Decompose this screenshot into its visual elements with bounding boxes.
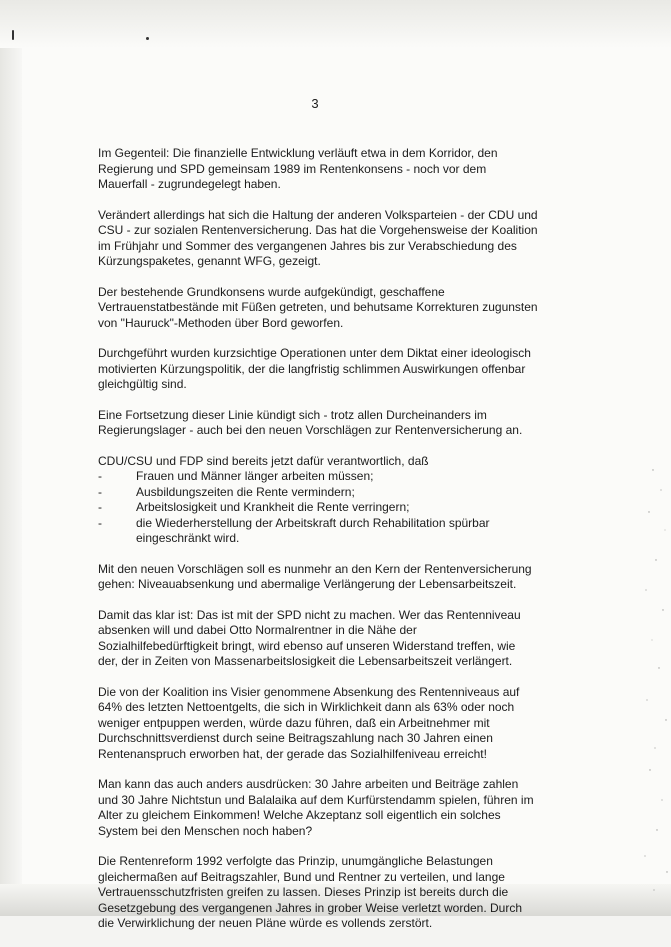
list-intro: CDU/CSU und FDP sind bereits jetzt dafür verantwortlich, daß bbox=[98, 453, 429, 468]
list-item bbox=[98, 485, 538, 501]
paragraph-5: Eine Fortsetzung dieser Linie kündigt sich - trotz allen Durcheinanders im Regierungslager - auch bei den neuen Vorschlägen zur Rentenversicherung an. bbox=[98, 407, 523, 437]
paragraph-6: Mit den neuen Vorschlägen soll es nunmehr an den Kern der Rentenversicherung gehen: Niveauabsenkung und abermalige Verlängerung der Lebensarbeitszeit. bbox=[98, 561, 532, 591]
list-item-text: Arbeitslosigkeit und Krankheit die Rente verringern; bbox=[136, 500, 410, 514]
list-item bbox=[98, 516, 538, 547]
page-number: 3 bbox=[311, 96, 319, 111]
paragraph-7: Damit das klar ist: Das ist mit der SPD nicht zu machen. Wer das Rentenniveau absenken will und dabei Otto Normalrentner in die Nähe der Sozialhilfebedürftigkeit bringt, wird ebenso auf unseren Widerstand treffen, wie der, der in Zeiten von Massenarbeitslosigkeit die Lebensarbeitszeit verlängert. bbox=[98, 607, 521, 668]
scan-right-edge-noise bbox=[641, 0, 671, 916]
document-body bbox=[98, 146, 538, 947]
paragraph-1: Im Gegenteil: Die finanzielle Entwicklung verläuft etwa in dem Korridor, den Regierung und SPD gemeinsam 1989 im Rentenkonsens - noch vor dem Mauerfall - zugrundegelegt haben. bbox=[98, 146, 498, 191]
paragraph-4: Durchgeführt wurden kurzsichtige Operationen unter dem Diktat einer ideologisch motivierten Kürzungspolitik, der die langfristig schlimmen Auswirkungen offenbar gleichgültig sind. bbox=[98, 346, 531, 391]
list-item bbox=[98, 469, 538, 485]
paragraph-9: Man kann das auch anders ausdrücken: 30 Jahre arbeiten und Beiträge zahlen und 30 Jahre Nichtstun und Balalaika auf dem Kurfürstendamm spielen, führen im Alter zu gleichem Einkommen! Welche Akzeptanz soll eigentlich ein solches System bei den Menschen noch haben? bbox=[98, 777, 534, 838]
list-block bbox=[98, 454, 538, 547]
paragraph-8: Die von der Koalition ins Visier genommene Absenkung des Rentenniveaus auf 64% des letzten Nettoentgelts, die sich in Wirklichkeit dann als 63% oder noch weniger entpuppen werden, würde dazu führen, daß ein Arbeitnehmer mit Durchschnittsverdienst durch seine Beitragszahlung nach 30 Jahren einen Rentenanspruch erworben hat, der gerade das Sozialhilfeniveau erreicht! bbox=[98, 684, 520, 761]
dash-marker: - bbox=[98, 515, 102, 530]
scan-speck bbox=[146, 37, 149, 40]
list-spacer bbox=[98, 547, 538, 562]
bullet-list bbox=[98, 469, 538, 547]
list-item-text: Frauen und Männer länger arbeiten müssen; bbox=[136, 469, 374, 483]
dash-marker: - bbox=[98, 469, 102, 483]
paragraph-10: Die Rentenreform 1992 verfolgte das Prinzip, unumgängliche Belastungen gleichermaßen auf Beitragszahler, Bund und Rentner zu verteilen, und lange Vertrauensschutzfristen greifen zu lassen. Dieses Prinzip ist bereits durch die Gesetzgebung des vergangenen Jahres in grober Weise verletzt worden. Durch die Verwirklichung der neuen Pläne würde es vollends zerstört. bbox=[98, 854, 523, 930]
scan-left-edge bbox=[0, 0, 22, 916]
list-item-text: die Wiederherstellung der Arbeitskraft durch Rehabilitation spürbar eingeschränkt wird. bbox=[136, 515, 490, 545]
list-item-text: Ausbildungszeiten die Rente vermindern; bbox=[136, 484, 355, 499]
paragraph-3: Der bestehende Grundkonsens wurde aufgekündigt, geschaffene Vertrauenstatbestände mit Füßen getreten, und behutsame Korrekturen zugunsten von "Hauruck"-Methoden über Bord geworfen. bbox=[98, 284, 538, 330]
list-item bbox=[98, 500, 538, 516]
dash-marker: - bbox=[98, 500, 102, 514]
scan-top-edge bbox=[0, 0, 671, 48]
dash-marker: - bbox=[98, 484, 102, 499]
paragraph-2: Verändert allerdings hat sich die Haltung der anderen Volksparteien - der CDU und CSU - zur sozialen Rentenversicherung. Das hat die Vorgehensweise der Koalition im Frühjahr und Sommer des vergangenen Jahres bis zur Verabschiedung des Kürzungspaketes, genannt WFG, gezeigt. bbox=[98, 207, 538, 268]
scan-speck bbox=[12, 30, 14, 40]
